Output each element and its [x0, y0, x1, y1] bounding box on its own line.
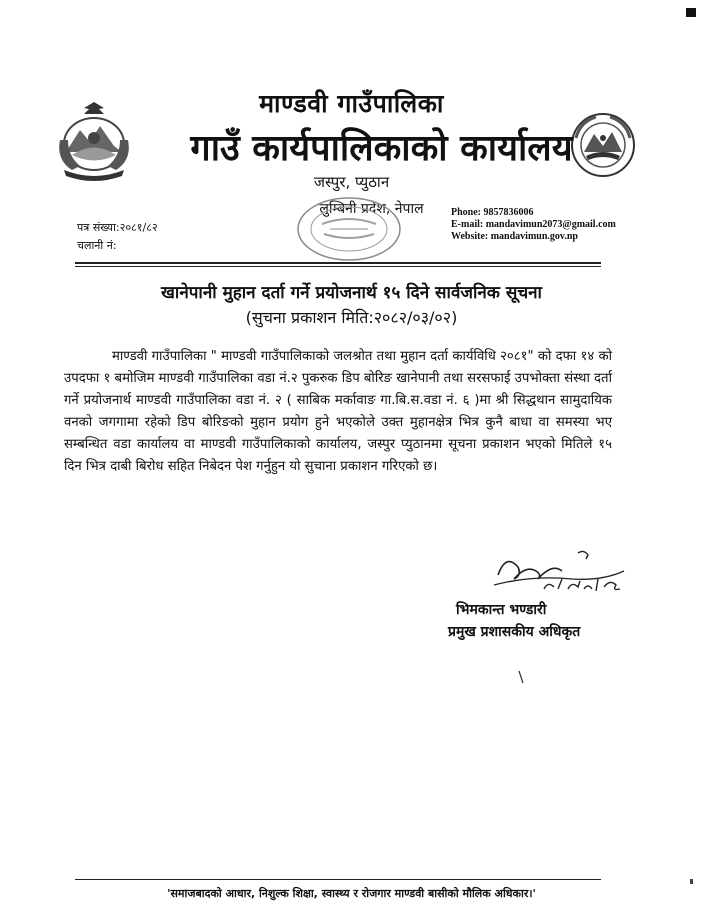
notice-publish-date: (सुचना प्रकाशन मिति:२०८२/०३/०२): [245, 308, 458, 327]
scan-edge-mark: [690, 879, 693, 884]
signatory-designation: प्रमुख प्रशासकीय अधिकृत: [448, 624, 581, 640]
office-stamp-icon: [296, 196, 402, 262]
header-divider: [75, 262, 601, 264]
contact-website: Website: mandavimun.gov.np: [451, 231, 578, 242]
office-location: जस्पुर, प्युठान: [313, 173, 390, 191]
reference-block: [77, 219, 158, 255]
contact-block: [451, 207, 616, 243]
notice-title: खानेपानी मुहान दर्ता गर्ने प्रयोजनार्थ १५ दिने सार्वजनिक सूचना: [161, 283, 542, 303]
office-name: गाउँ कार्यपालिकाको कार्यालय: [190, 128, 573, 169]
notice-body: माण्डवी गाउँपालिका " माण्डवी गाउँपालिकाको जलश्रोत तथा मुहान दर्ता कार्यविधि २०८१" को दफा १४ को उपदफा १ बमोजिम माण्डवी गाउँपालिका वडा नं.२ पुकरुक डिप बोरिङ खानेपानी तथा सरसफाई उपभोक्ता संस्था दर्ता गर्ने प्रयोजनार्थ माण्डवी गाउँपालिका वडा नं. २ ( साबिक मर्कावाङ गा.बि.स.वडा नं. ६ )मा श्री सिद्धथान सामुदायिक वनको जगगामा रहेको डिप बोरिङको मुहान प्रयोग हुने भएकोले उक्त मुहानक्षेत्र भित्र कुनै बाधा वा समस्या भए सम्बन्धित वडा कार्यालय वा माण्डवी गाउँपालिकाको कार्यालय, जस्पुर प्युठानमा सूचना प्रकाशन भएको मितिले १५ दिन भित्र दाबी बिरोध सहित निबेदन पेश गर्नुहुन यो सुचाना प्रकाशन गरिएको छ।: [64, 349, 612, 474]
contact-phone: Phone: 9857836006: [451, 207, 534, 218]
dispatch-number: चलानी नं:: [77, 239, 117, 252]
header-divider-thin: [75, 266, 601, 267]
scan-corner-mark: [686, 8, 696, 17]
contact-email: E-mail: mandavimun2073@gmail.com: [451, 219, 616, 230]
footer-motto: 'समाजबादको आधार, निशुल्क शिक्षा, स्वास्थ्य र रोजगार माण्डवी बासीको मौलिक अधिकार।': [167, 887, 536, 900]
handwritten-signature: [492, 545, 627, 597]
municipality-name: माण्डवी गाउँपालिका: [259, 89, 444, 118]
footer-divider: [75, 879, 601, 880]
reference-number: पत्र संख्या:२०८१/८२: [77, 221, 158, 234]
signatory-name: भिमकान्त भण्डारी: [456, 602, 547, 618]
pen-mark: [518, 670, 524, 684]
office-province: लुम्बिनी प्रदेश, नेपाल: [319, 201, 424, 217]
